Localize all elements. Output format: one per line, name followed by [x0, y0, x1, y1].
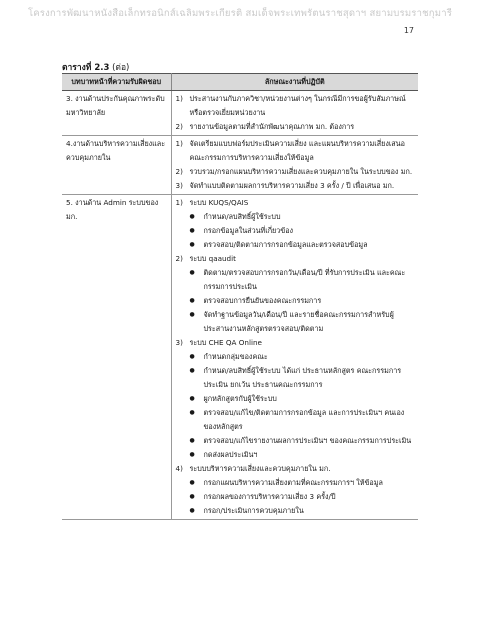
subtask-bullet-item — [176, 238, 415, 252]
table-body — [62, 91, 418, 520]
task-text: รายงานข้อมูลตามที่สำนักพัฒนาคุณภาพ มก. ต้องการ — [189, 122, 355, 131]
caption-suffix: (ต่อ) — [112, 63, 130, 73]
caption-label: ตารางที่ 2.3 — [62, 63, 110, 73]
subtask-text: กรอกผลของการบริหารความเสี่ยง 3 ครั้ง/ปี — [203, 492, 336, 501]
responsibilities-table — [62, 73, 418, 520]
task-number: 1) — [175, 198, 183, 207]
role-cell: 3. งานด้านประกันคุณภาพระดับมหาวิทยาลัย — [62, 91, 171, 136]
subtask-bullet-item — [176, 406, 415, 434]
subtask-bullet-item — [176, 266, 415, 294]
task-number: 2) — [175, 254, 183, 263]
subtask-text: กำหนด/ลบสิทธิ์ผู้ใช้ระบบ ได้แก่ ประธานหลักสูตร คณะกรรมการประเมิน ยกเว้น ประธานคณะกรรมการ — [203, 366, 402, 389]
subtask-text: ติดตาม/ตรวจสอบการกรอกวัน/เดือน/ปี ที่รับการประเมิน และคณะกรรมการประเมิน — [203, 268, 406, 291]
subtask-bullet-item — [176, 392, 415, 406]
bullet-dot-icon: ● — [189, 409, 195, 416]
subtask-text: จัดทำฐานข้อมูลวัน/เดือน/ปี และรายชื่อคณะกรรมการสำหรับผู้ประสานงานหลักสูตรตรวจสอบ/ติดตาม — [203, 310, 394, 333]
bullet-dot-icon: ● — [189, 353, 195, 360]
task-number: 4) — [175, 464, 183, 473]
bullet-dot-icon: ● — [189, 311, 195, 318]
tasks-cell — [171, 91, 418, 136]
bullet-dot-icon: ● — [189, 241, 195, 248]
subtask-bullet-item — [176, 224, 415, 238]
task-number: 1) — [175, 94, 183, 103]
subtask-text: กรอก/ประเมินการควบคุมภายใน — [203, 506, 304, 515]
bullet-dot-icon: ● — [189, 507, 195, 514]
column-header-role: บทบาทหน้าที่ความรับผิดชอบ — [62, 74, 171, 91]
subtask-text: กดส่งผลประเมินฯ — [203, 450, 258, 459]
task-text: รวบรวม/กรอกแผนบริหารความเสี่ยงและควบคุมภายใน ในระบบของ มก. — [189, 167, 413, 176]
column-header-tasks: ลักษณะงานที่ปฏิบัติ — [171, 74, 418, 91]
bullet-dot-icon: ● — [189, 479, 195, 486]
bullet-dot-icon: ● — [189, 297, 195, 304]
table-row — [62, 195, 418, 520]
subtask-text: กำหนดกลุ่มของคณะ — [203, 352, 268, 361]
subtask-bullet-item — [176, 294, 415, 308]
bullet-dot-icon: ● — [189, 493, 195, 500]
subtask-text: ตรวจสอบ/แก้ไขรายงานผลการประเมินฯ ของคณะกรรมการประเมิน — [203, 436, 412, 445]
bullet-dot-icon: ● — [189, 395, 195, 402]
task-text: ประสานงานกับภาควิชา/หน่วยงานต่างๆ ในกรณีมีการขอผู้รับสัมภาษณ์หรือตรวจเยี่ยมหน่วยงาน — [189, 94, 406, 117]
subtask-bullet-item — [176, 308, 415, 336]
role-cell: 4.งานด้านบริหารความเสี่ยงและควบคุมภายใน — [62, 136, 171, 195]
subtask-bullet-item — [176, 490, 415, 504]
subtask-bullet-item — [176, 476, 415, 490]
task-item — [176, 462, 415, 476]
task-text: ระบบ KUQS/QAIS — [189, 198, 249, 207]
task-text: จัดเตรียมแบบฟอร์มประเมินความเสี่ยง และแผนบริหารความเสี่ยงเสนอคณะกรรมการบริหารความเสี่ยงให้ข้อมูล — [189, 139, 405, 162]
table-header-row — [62, 74, 418, 91]
subtask-bullet-item — [176, 504, 415, 518]
subtask-text: ตรวจสอบ/ติดตามการกรอกข้อมูลและตรวจสอบข้อมูล — [203, 240, 368, 249]
role-cell: 5. งานด้าน Admin ระบบของ มก. — [62, 195, 171, 520]
subtask-text: ตรวจสอบการยืนยันของคณะกรรมการ — [203, 296, 322, 305]
task-item — [176, 196, 415, 210]
subtask-bullet-item — [176, 364, 415, 392]
task-item — [176, 165, 415, 179]
task-item — [176, 252, 415, 266]
subtask-bullet-item — [176, 434, 415, 448]
subtask-bullet-item — [176, 350, 415, 364]
bullet-dot-icon: ● — [189, 367, 195, 374]
subtask-bullet-item — [176, 210, 415, 224]
task-item — [176, 179, 415, 193]
task-number: 3) — [175, 338, 183, 347]
subtask-text: กำหนด/ลบสิทธิ์ผู้ใช้ระบบ — [203, 212, 281, 221]
bullet-dot-icon: ● — [189, 227, 195, 234]
subtask-text: กรอกแผนบริหารความเสี่ยงตามที่คณะกรรมการฯ ให้ข้อมูล — [203, 478, 383, 487]
table-caption — [62, 60, 129, 74]
subtask-bullet-item — [176, 448, 415, 462]
bullet-dot-icon: ● — [189, 269, 195, 276]
bullet-dot-icon: ● — [189, 451, 195, 458]
tasks-cell — [171, 136, 418, 195]
table-row — [62, 136, 418, 195]
subtask-text: ตรวจสอบ/แก้ไข/ติดตามการกรอกข้อมูล และการประเมินฯ คนเอง ของหลักสูตร — [203, 408, 405, 431]
task-number: 3) — [175, 181, 183, 190]
subtask-text: ผูกหลักสูตรกับผู้ใช้ระบบ — [203, 394, 277, 403]
subtask-text: กรอกข้อมูลในส่วนที่เกี่ยวข้อง — [203, 226, 294, 235]
task-item — [176, 120, 415, 134]
bullet-dot-icon: ● — [189, 437, 195, 444]
task-text: ระบบ qaaudit — [189, 254, 236, 263]
task-text: ระบบบริหารความเสี่ยงและควบคุมภายใน มก. — [189, 464, 331, 473]
task-item — [176, 92, 415, 120]
table-row — [62, 91, 418, 136]
task-item — [176, 336, 415, 350]
task-text: จัดทำแบบติดตามผลการบริหารความเสี่ยง 3 ครั้ง / ปี เพื่อเสนอ มก. — [189, 181, 395, 190]
running-header: โครงการพัฒนาหนังสือเล็กทรอนิกส์เฉลิมพระเกียรติ สมเด็จพระเทพรัตนราชสุดาฯ สยามบรมราชกุมารี — [27, 8, 453, 19]
task-number: 1) — [175, 139, 183, 148]
task-number: 2) — [175, 122, 183, 131]
task-item — [176, 137, 415, 165]
page-number: 17 — [403, 26, 414, 35]
tasks-cell — [171, 195, 418, 520]
task-number: 2) — [175, 167, 183, 176]
bullet-dot-icon: ● — [189, 213, 195, 220]
task-text: ระบบ CHE QA Online — [189, 338, 262, 347]
